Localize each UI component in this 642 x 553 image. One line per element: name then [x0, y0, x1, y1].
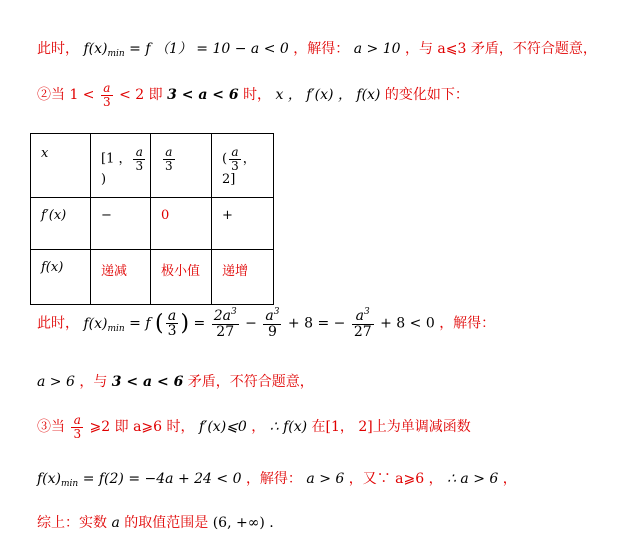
text: ， — [502, 471, 517, 487]
math-condition: ∴ a > 6 — [447, 471, 499, 487]
text: ，解得： — [439, 315, 496, 332]
table-cell: x — [31, 134, 91, 198]
math-expression: + 8 = − — [287, 315, 346, 332]
text: ，又∵ a⩾6 ， — [348, 471, 443, 487]
fraction: $\frac{a}{3}$ — [103, 81, 111, 109]
text: < 2 即 — [119, 87, 163, 104]
math-condition: a > 6 — [37, 374, 75, 390]
table-row — [31, 134, 274, 198]
math-variables: x ， f′(x) ， f(x) — [275, 87, 381, 104]
text: 的取值范围是 — [124, 515, 209, 531]
math-variable: a — [111, 515, 120, 531]
math-fx: $f(x)_{min}$ — [37, 471, 79, 489]
text: 此时， — [37, 41, 79, 57]
text: 在[1， 2]上为单调减函数 — [311, 419, 471, 436]
line-case1-conclusion — [37, 38, 597, 59]
table-cell: [1 ， $\frac{a}{3}$ ) — [91, 134, 151, 198]
text: 综上：实数 — [37, 515, 107, 531]
line-case3-minimum — [37, 468, 517, 489]
fraction: $\frac{2a^3}{27}$ — [213, 307, 237, 340]
table-cell: − — [91, 198, 151, 250]
fraction: $\frac{a}{3}$ — [167, 307, 177, 340]
text: 此时， — [37, 315, 79, 332]
text: 的变化如下： — [384, 87, 469, 104]
math-condition: a > 10 — [353, 41, 401, 57]
math-expression: = f — [129, 315, 151, 332]
line-summary — [37, 512, 274, 532]
math-range: (6, +∞) — [212, 515, 265, 531]
math-condition: 3 < a < 6 — [111, 374, 184, 390]
fraction: $\frac{a}{3}$ — [73, 413, 82, 441]
math-condition: f′(x)⩽0 — [198, 419, 247, 436]
table-row — [31, 198, 274, 250]
table-cell: f′(x) — [31, 198, 91, 250]
table-row — [31, 250, 274, 305]
math-fx: $f(x)_{min}$ — [83, 41, 125, 59]
table-cell: + — [212, 198, 274, 250]
line-case2-conclusion — [37, 371, 314, 391]
text: ，与 — [79, 374, 108, 390]
text: ，解得： — [245, 471, 302, 487]
math-condition: 3 < a < 6 — [167, 87, 239, 104]
text: 矛盾，不符合题意， — [187, 374, 314, 390]
math-expression: = — [193, 315, 206, 332]
table-cell: 递减 — [91, 250, 151, 305]
math-expression: ∴ f(x) — [269, 419, 308, 436]
math-condition: a > 6 — [306, 471, 345, 487]
fraction: $\frac{a^3}{9}$ — [265, 307, 280, 340]
line-case2-minimum: 此时， $f(x)_{min} = f$ ( $\frac{a}{3}$ ) = $\frac{2a^3}{27}$ − $\frac{a^3}{9}$ + 8 = − $\frac{a^3}{27}$ + 8 < 0 ，解得： — [37, 307, 496, 340]
table-cell: 极小值 — [151, 250, 212, 305]
text: ， — [251, 419, 266, 436]
text: 时， — [243, 87, 272, 104]
variation-table — [30, 133, 274, 305]
table-cell: 递增 — [212, 250, 274, 305]
math-expression: = f(2) = −4a + 24 < 0 — [82, 471, 242, 487]
text: ，与 a⩽3 矛盾，不符合题意， — [404, 41, 597, 57]
text: ⩾2 即 a⩾6 时， — [89, 419, 195, 436]
table-cell: 0 — [151, 198, 212, 250]
table-cell: f(x) — [31, 250, 91, 305]
math-operator: − — [245, 315, 257, 332]
text: . — [269, 515, 274, 531]
math-expression: = f （1） = 10 − a < 0 — [129, 41, 289, 57]
text: ③当 — [37, 419, 65, 436]
text: ，解得： — [293, 41, 350, 57]
line-case3-heading — [37, 414, 471, 440]
table-cell: $\frac{a}{3}$ — [151, 134, 212, 198]
line-case2-heading — [37, 82, 469, 108]
text: ②当 1 < — [37, 87, 95, 104]
math-fx: $f(x)_{min}$ — [83, 315, 125, 334]
table-cell: ( $\frac{a}{3}$ ， 2] — [212, 134, 274, 198]
fraction: $\frac{a^3}{27}$ — [353, 307, 372, 340]
math-expression: + 8 < 0 — [380, 315, 435, 332]
